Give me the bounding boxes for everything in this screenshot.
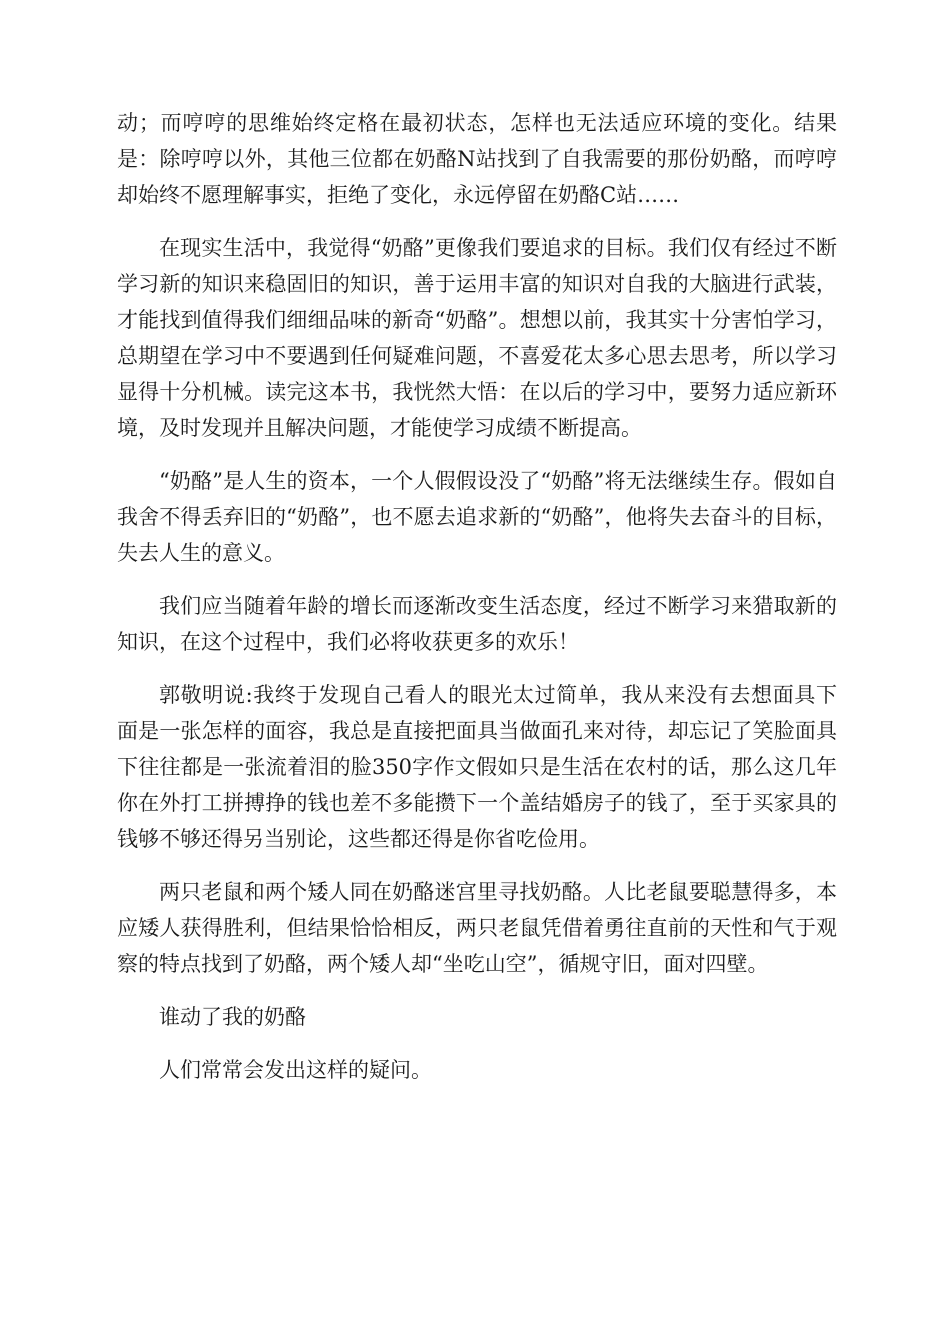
- document-body: [117, 105, 837, 1105]
- paragraph-cheese-goal: 在现实生活中，我觉得“奶酪”更像我们要追求的目标。我们仅有经过不断学习新的知识来稳固旧的知识，善于运用丰富的知识对自我的大脑进行武装，才能找到值得我们细细品味的新奇“奶酪”。想想以前，我其实十分害怕学习，总期望在学习中不要遇到任何疑难问题，不喜爱花太多心思去思考，所以学习显得十分机械。读完这本书，我恍然大悟：在以后的学习中，要努力适应新环境，及时发现并且解决问题，才能使学习成绩不断提高。: [117, 236, 837, 440]
- paragraph-continued: 动；而哼哼的思维始终定格在最初状态，怎样也无法适应环境的变化。结果是：除哼哼以外，其他三位都在奶酪N站找到了自我需要的那份奶酪，而哼哼却始终不愿理解事实，拒绝了变化，永远停留在奶酪C站……: [117, 111, 837, 207]
- paragraph-guo-jingming: 郭敬明说:我终于发现自己看人的眼光太过简单，我从来没有去想面具下面是一张怎样的面容，我总是直接把面具当做面孔来对待，却忘记了笑脸面具下往往都是一张流着泪的脸350字作文假如只是生活在农村的话，那么这几年你在外打工拼搏挣的钱也差不多能攒下一个盖结婚房子的钱了，至于买家具的钱够不够还得另当别论，这些都还得是你省吃俭用。: [117, 683, 837, 851]
- paragraph-mice-and-littlepeople: 两只老鼠和两个矮人同在奶酪迷宫里寻找奶酪。人比老鼠要聪慧得多，本应矮人获得胜利，但结果恰恰相反，两只老鼠凭借着勇往直前的天性和气于观察的特点找到了奶酪，两个矮人却“坐吃山空”，循规守旧，面对四壁。: [117, 880, 837, 976]
- paragraph-question: 人们常常会发出这样的疑问。: [159, 1058, 432, 1082]
- paragraph-cheese-capital: “奶酪”是人生的资本，一个人假假设没了“奶酪”将无法继续生存。假如自我舍不得丢弃旧的“奶酪”，也不愿去追求新的“奶酪”，他将失去奋斗的目标，失去人生的意义。: [117, 469, 837, 565]
- paragraph-change-attitude: 我们应当随着年龄的增长而逐渐改变生活态度，经过不断学习来猎取新的知识，在这个过程中，我们必将收获更多的欢乐！: [117, 594, 837, 654]
- paragraph-title-line: 谁动了我的奶酪: [159, 1005, 306, 1029]
